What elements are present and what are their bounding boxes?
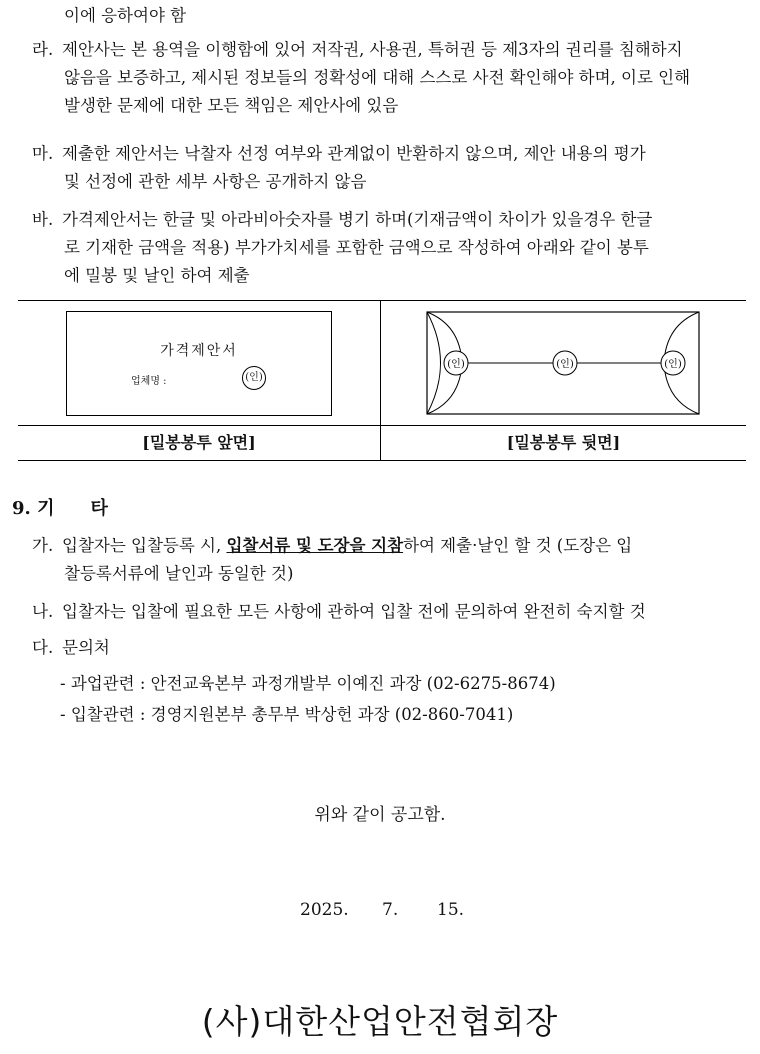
- item-ga: 가. 입찰자는 입찰등록 시, 입찰서류 및 도장을 지참하여 제출·날인 할 것 (도장은 입 찰등록서류에 날인과 동일한 것): [32, 532, 750, 588]
- item-text-line: 가격제안서는 한글 및 아라비아숫자를 병기 하며(기재금액이 차이가 있을경우 한글: [62, 210, 653, 229]
- item-text-line: 문의처: [62, 638, 110, 657]
- seal-mark: (인): [556, 359, 574, 370]
- envelope-back-illustration: [426, 311, 700, 415]
- section-heading: 9. 기 타: [12, 498, 108, 519]
- contact-bidding: - 입찰관련 : 경영지원본부 총무부 박상헌 과장 (02-860-7041): [60, 705, 514, 724]
- section-number: 9.: [12, 498, 31, 519]
- envelope-back-caption: [밀봉봉투 뒷면]: [381, 426, 747, 461]
- envelope-front-caption: [밀봉봉투 앞면]: [18, 426, 381, 461]
- item-ra: [32, 36, 750, 120]
- date-year: 2025.: [300, 900, 349, 920]
- seal-mark: (인): [664, 359, 682, 370]
- item-marker: 가.: [32, 536, 54, 555]
- item-text-line: 찰등록서류에 날인과 동일한 것): [64, 564, 294, 583]
- seal-mark: (인): [242, 366, 266, 390]
- envelope-company-label: 업체명 :: [131, 376, 167, 387]
- item-text-line: 제안사는 본 용역을 이행함에 있어 저작권, 사용권, 특허권 등 제3자의 권리를 침해하지: [62, 40, 683, 59]
- date-month: 7.: [382, 900, 399, 920]
- item-marker: 다.: [32, 638, 54, 657]
- envelope-back-cell: [381, 301, 747, 426]
- item-na: [32, 598, 750, 626]
- item-text-line: 제출한 제안서는 낙찰자 선정 여부와 관계없이 반환하지 않으며, 제안 내용의 평가: [62, 144, 646, 163]
- item-text-line: 로 기재한 금액을 적용) 부가가치세를 포함한 금액으로 작성하여 아래와 같이 봉투: [64, 238, 649, 257]
- underlined-emphasis: 입찰서류 및 도장을 지참: [226, 536, 404, 555]
- seal-mark: (인): [447, 359, 465, 370]
- item-text-line: 않음을 보증하고, 제시된 정보들의 정확성에 대해 스스로 사전 확인해야 하며, 이로 인해: [64, 68, 691, 87]
- item-marker: 마.: [32, 144, 54, 163]
- item-ba: [32, 206, 750, 290]
- item-text-line: 입찰자는 입찰에 필요한 모든 사항에 관하여 입찰 전에 문의하여 완전히 숙지할 것: [62, 602, 646, 621]
- item-text-line: 및 선정에 관한 세부 사항은 공개하지 않음: [64, 172, 367, 191]
- envelope-front-title: 가격제안서: [160, 343, 238, 359]
- envelope-front-cell: [18, 301, 381, 426]
- envelope-table: [18, 300, 746, 461]
- date-day: 15.: [437, 900, 465, 920]
- item-marker: 라.: [32, 40, 54, 59]
- item-text-line: 발생한 문제에 대한 모든 책임은 제안사에 있음: [64, 96, 399, 115]
- contact-course: - 과업관련 : 안전교육본부 과정개발부 이예진 과장 (02-6275-8674): [60, 674, 556, 693]
- organization-name: (사)대한산업안전협회장: [201, 1002, 559, 1041]
- item-ma: [32, 140, 750, 196]
- item-marker: 나.: [32, 602, 54, 621]
- closing-statement: 위와 같이 공고함.: [314, 805, 446, 825]
- item-text-line: 에 밀봉 및 날인 하여 제출: [64, 266, 250, 285]
- envelope-front-illustration: [66, 311, 332, 416]
- intro-line: 이에 응하여야 함: [64, 6, 187, 25]
- item-da: [32, 634, 750, 662]
- item-marker: 바.: [32, 210, 54, 229]
